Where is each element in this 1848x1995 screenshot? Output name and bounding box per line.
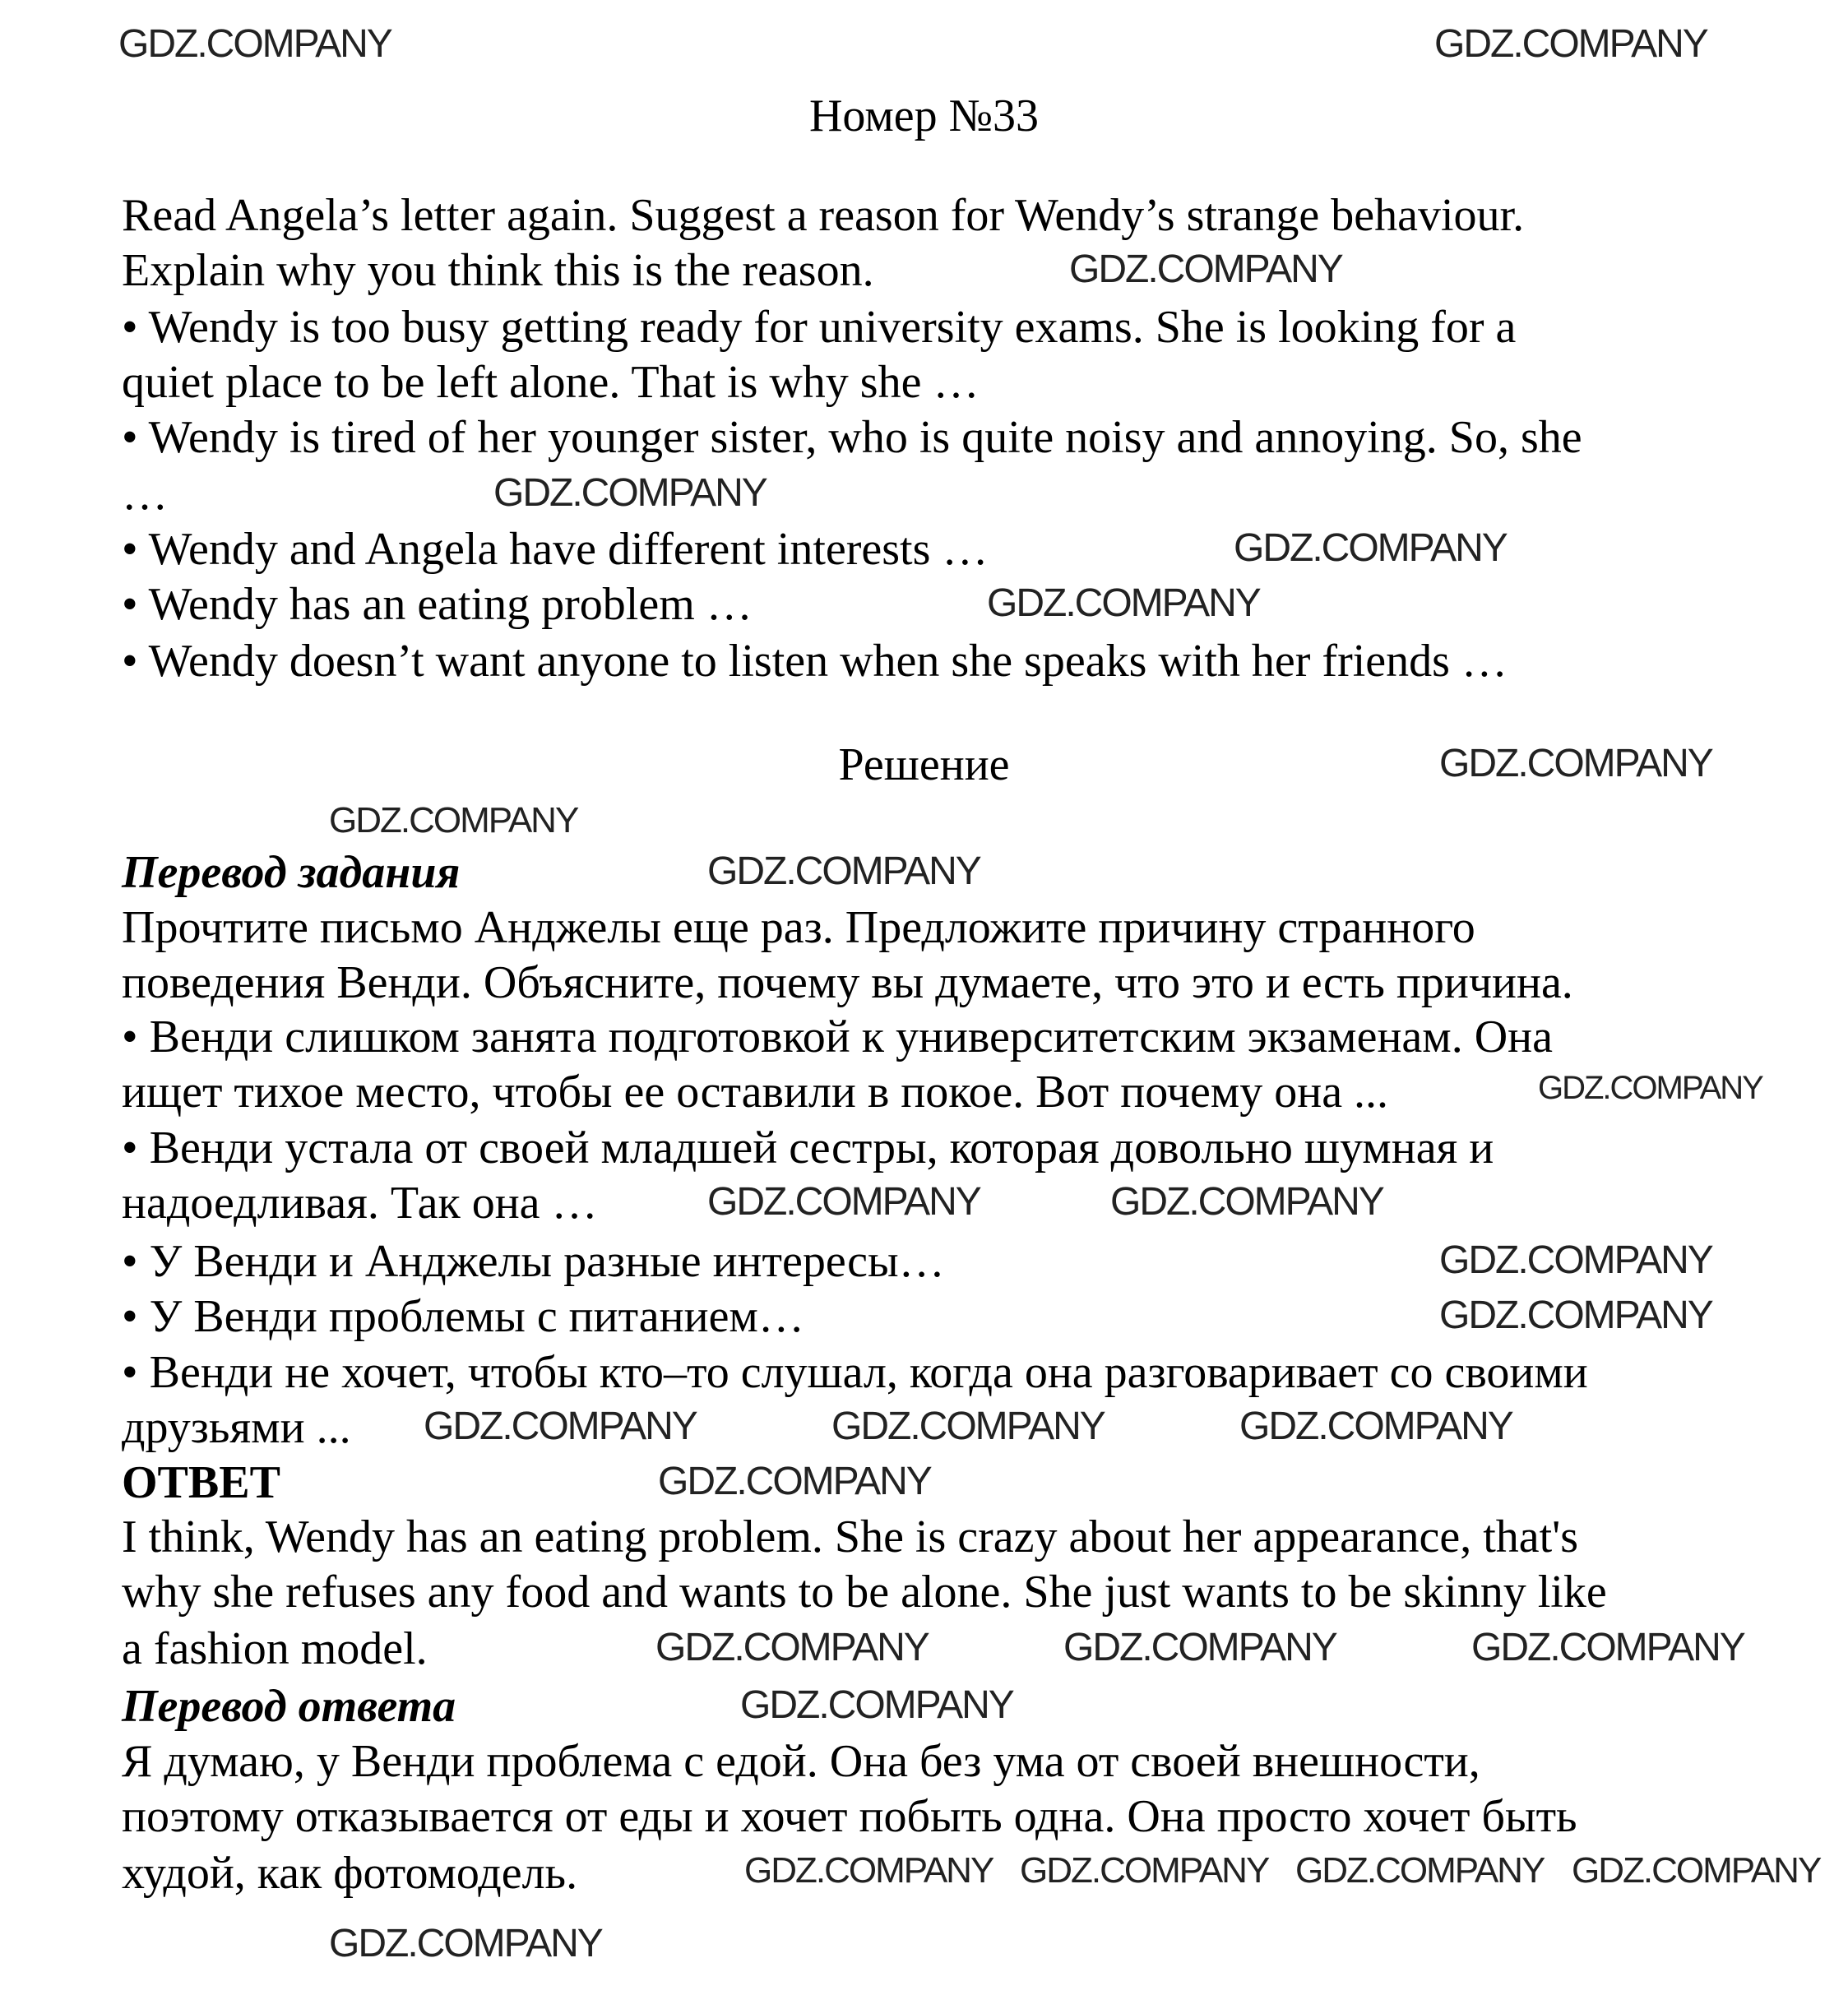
watermark: GDZ.COMPANY [707, 1180, 980, 1224]
answer-translation-heading: Перевод ответа [122, 1681, 456, 1732]
task-option: • Wendy is too busy getting ready for university exams. She is looking for a [122, 302, 1517, 353]
watermark: GDZ.COMPANY [1295, 1850, 1545, 1891]
watermark: GDZ.COMPANY [831, 1405, 1105, 1448]
watermark: GDZ.COMPANY [744, 1850, 993, 1891]
task-line: quiet place to be left alone. That is why she … [122, 357, 980, 408]
watermark: GDZ.COMPANY [655, 1626, 929, 1669]
watermark: GDZ.COMPANY [1572, 1850, 1821, 1891]
watermark: GDZ.COMPANY [707, 849, 980, 893]
translation-option: • У Венди проблемы с питанием… [122, 1291, 804, 1342]
watermark: GDZ.COMPANY [1439, 1238, 1712, 1282]
answer-line: I think, Wendy has an eating problem. She is crazy about her appearance, that's [122, 1511, 1579, 1562]
translation-line: Прочтите письмо Анджелы еще раз. Предложите причину странного [122, 902, 1475, 953]
watermark: GDZ.COMPANY [329, 800, 578, 840]
watermark: GDZ.COMPANY [1538, 1070, 1762, 1106]
translation-line: друзьями ... [122, 1402, 351, 1453]
watermark: GDZ.COMPANY [1434, 22, 1707, 66]
watermark: GDZ.COMPANY [1020, 1850, 1269, 1891]
task-option: • Wendy and Angela have different interests … [122, 524, 989, 575]
translation-line: ищет тихое место, чтобы ее оставили в покое. Вот почему она ... [122, 1067, 1389, 1118]
answer-translation-line: поэтому отказывается от еды и хочет побыть одна. Она просто хочет быть [122, 1791, 1577, 1842]
task-option: • Wendy is tired of her younger sister, who is quite noisy and annoying. So, she [122, 412, 1582, 463]
watermark: GDZ.COMPANY [329, 1922, 602, 1965]
task-line: … [122, 469, 168, 520]
watermark: GDZ.COMPANY [1239, 1405, 1512, 1448]
watermark: GDZ.COMPANY [1234, 526, 1507, 570]
watermark: GDZ.COMPANY [1439, 1294, 1712, 1337]
translation-option: • У Венди и Анджелы разные интересы… [122, 1236, 945, 1287]
watermark: GDZ.COMPANY [493, 471, 767, 515]
task-line: Explain why you think this is the reason. [122, 245, 874, 296]
translation-option: • Венди слишком занята подготовкой к университетским экзаменам. Она [122, 1011, 1553, 1062]
translation-option: • Венди не хочет, чтобы кто–то слушал, когда она разговаривает со своими [122, 1347, 1588, 1398]
watermark: GDZ.COMPANY [1110, 1180, 1383, 1224]
answer-line: why she refuses any food and wants to be alone. She just wants to be skinny like [122, 1567, 1607, 1618]
answer-heading: ОТВЕТ [122, 1457, 280, 1508]
watermark: GDZ.COMPANY [1063, 1626, 1336, 1669]
watermark: GDZ.COMPANY [740, 1683, 1013, 1727]
translation-option: • Венди устала от своей младшей сестры, которая довольно шумная и [122, 1122, 1494, 1173]
solution-heading: Решение [838, 739, 1010, 790]
watermark: GDZ.COMPANY [658, 1460, 931, 1503]
task-option: • Wendy has an eating problem … [122, 579, 753, 630]
page-title: Номер №33 [808, 90, 1040, 141]
task-option: • Wendy doesn’t want anyone to listen when she speaks with her friends … [122, 636, 1508, 687]
answer-translation-line: худой, как фотомодель. [122, 1848, 578, 1899]
task-line: Read Angela’s letter again. Suggest a reason for Wendy’s strange behaviour. [122, 190, 1525, 241]
watermark: GDZ.COMPANY [1069, 248, 1342, 291]
translation-heading: Перевод задания [122, 847, 461, 898]
watermark: GDZ.COMPANY [987, 581, 1260, 625]
answer-translation-line: Я думаю, у Венди проблема с едой. Она без ума от своей внешности, [122, 1736, 1480, 1787]
watermark: GDZ.COMPANY [1471, 1626, 1744, 1669]
watermark: GDZ.COMPANY [118, 22, 391, 66]
translation-line: поведения Венди. Объясните, почему вы думаете, что это и есть причина. [122, 957, 1573, 1008]
translation-line: надоедливая. Так она … [122, 1178, 598, 1229]
watermark: GDZ.COMPANY [424, 1405, 697, 1448]
watermark: GDZ.COMPANY [1439, 742, 1712, 785]
answer-line: a fashion model. [122, 1623, 428, 1674]
